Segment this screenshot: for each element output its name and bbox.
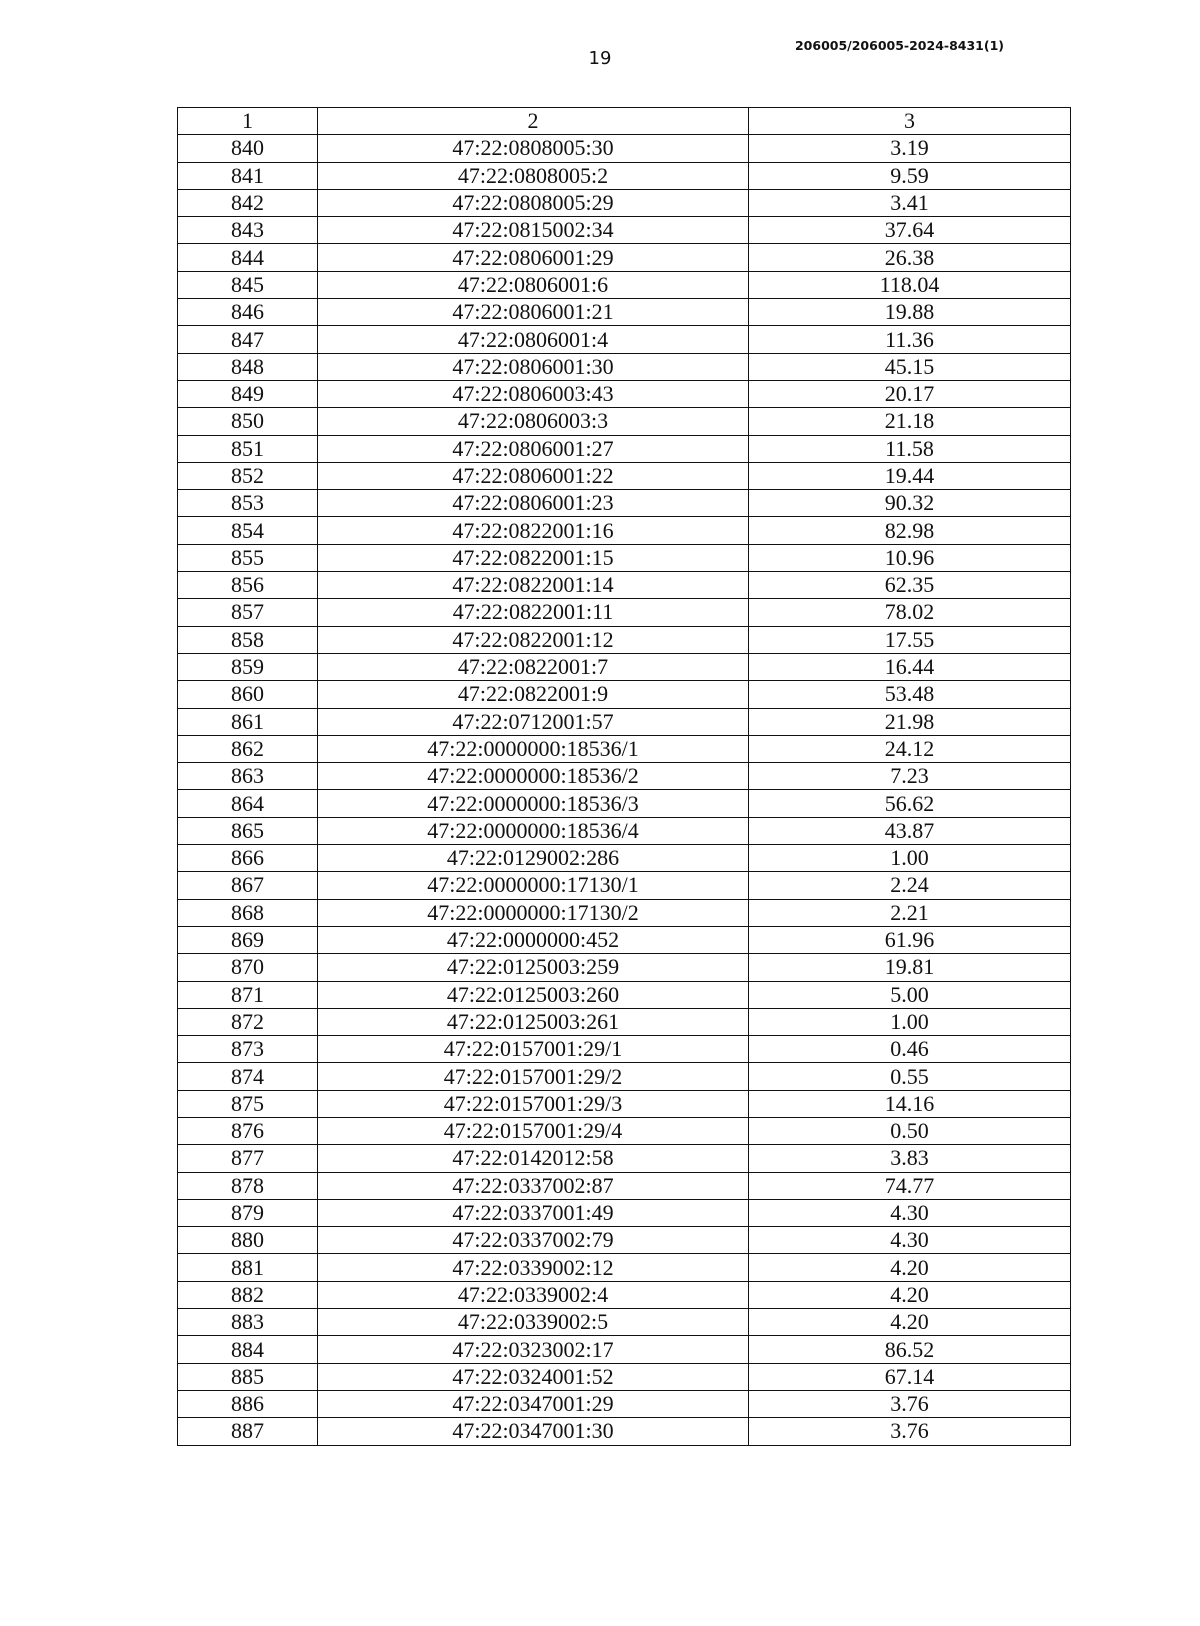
row-number-cell: 872	[178, 1008, 318, 1035]
cadastral-number-cell: 47:22:0339002:5	[318, 1309, 749, 1336]
table-row	[178, 653, 1071, 680]
cadastral-number-cell: 47:22:0808005:29	[318, 189, 749, 216]
row-number-cell: 884	[178, 1336, 318, 1363]
table-row	[178, 353, 1071, 380]
table-row	[178, 735, 1071, 762]
cadastral-number-cell: 47:22:0129002:286	[318, 845, 749, 872]
table-row	[178, 189, 1071, 216]
cadastral-number-cell: 47:22:0808005:30	[318, 135, 749, 162]
area-cell: 10.96	[749, 544, 1071, 571]
table-row	[178, 872, 1071, 899]
column-header-number: 1	[178, 108, 318, 135]
parcel-table	[177, 107, 1071, 1446]
area-cell: 24.12	[749, 735, 1071, 762]
table-row	[178, 845, 1071, 872]
cadastral-number-cell: 47:22:0157001:29/4	[318, 1117, 749, 1144]
area-cell: 3.19	[749, 135, 1071, 162]
row-number-cell: 862	[178, 735, 318, 762]
table-row	[178, 1036, 1071, 1063]
table-row	[178, 1390, 1071, 1417]
area-cell: 16.44	[749, 653, 1071, 680]
table-row	[178, 517, 1071, 544]
area-cell: 118.04	[749, 271, 1071, 298]
row-number-cell: 852	[178, 462, 318, 489]
row-number-cell: 853	[178, 490, 318, 517]
cadastral-number-cell: 47:22:0822001:14	[318, 572, 749, 599]
area-cell: 43.87	[749, 817, 1071, 844]
row-number-cell: 844	[178, 244, 318, 271]
table-row	[178, 1063, 1071, 1090]
area-cell: 1.00	[749, 845, 1071, 872]
area-cell: 11.36	[749, 326, 1071, 353]
cadastral-number-cell: 47:22:0157001:29/1	[318, 1036, 749, 1063]
row-number-cell: 871	[178, 981, 318, 1008]
area-cell: 53.48	[749, 681, 1071, 708]
area-cell: 45.15	[749, 353, 1071, 380]
cadastral-number-cell: 47:22:0000000:452	[318, 926, 749, 953]
cadastral-number-cell: 47:22:0712001:57	[318, 708, 749, 735]
row-number-cell: 875	[178, 1090, 318, 1117]
table-row	[178, 899, 1071, 926]
table-row	[178, 790, 1071, 817]
table-row	[178, 380, 1071, 407]
area-cell: 2.24	[749, 872, 1071, 899]
row-number-cell: 842	[178, 189, 318, 216]
row-number-cell: 870	[178, 954, 318, 981]
cadastral-number-cell: 47:22:0339002:12	[318, 1254, 749, 1281]
table-row	[178, 1172, 1071, 1199]
cadastral-number-cell: 47:22:0000000:18536/2	[318, 763, 749, 790]
cadastral-number-cell: 47:22:0337002:79	[318, 1227, 749, 1254]
cadastral-number-cell: 47:22:0806003:3	[318, 408, 749, 435]
table-row	[178, 544, 1071, 571]
table-row	[178, 1309, 1071, 1336]
table-row	[178, 681, 1071, 708]
cadastral-number-cell: 47:22:0125003:259	[318, 954, 749, 981]
area-cell: 86.52	[749, 1336, 1071, 1363]
table-row	[178, 1254, 1071, 1281]
table-row	[178, 217, 1071, 244]
area-cell: 11.58	[749, 435, 1071, 462]
table-row	[178, 708, 1071, 735]
row-number-cell: 878	[178, 1172, 318, 1199]
area-cell: 1.00	[749, 1008, 1071, 1035]
cadastral-number-cell: 47:22:0806001:6	[318, 271, 749, 298]
row-number-cell: 861	[178, 708, 318, 735]
row-number-cell: 856	[178, 572, 318, 599]
table-row	[178, 763, 1071, 790]
area-cell: 82.98	[749, 517, 1071, 544]
cadastral-number-cell: 47:22:0347001:29	[318, 1390, 749, 1417]
area-cell: 3.41	[749, 189, 1071, 216]
table-row	[178, 1008, 1071, 1035]
row-number-cell: 843	[178, 217, 318, 244]
area-cell: 7.23	[749, 763, 1071, 790]
area-cell: 0.55	[749, 1063, 1071, 1090]
table-row	[178, 1090, 1071, 1117]
area-cell: 2.21	[749, 899, 1071, 926]
cadastral-number-cell: 47:22:0808005:2	[318, 162, 749, 189]
table-row	[178, 299, 1071, 326]
area-cell: 56.62	[749, 790, 1071, 817]
area-cell: 74.77	[749, 1172, 1071, 1199]
row-number-cell: 880	[178, 1227, 318, 1254]
table-row	[178, 1117, 1071, 1144]
area-cell: 4.20	[749, 1309, 1071, 1336]
table-row	[178, 408, 1071, 435]
row-number-cell: 873	[178, 1036, 318, 1063]
row-number-cell: 854	[178, 517, 318, 544]
row-number-cell: 877	[178, 1145, 318, 1172]
area-cell: 5.00	[749, 981, 1071, 1008]
cadastral-number-cell: 47:22:0806001:4	[318, 326, 749, 353]
row-number-cell: 879	[178, 1199, 318, 1226]
row-number-cell: 886	[178, 1390, 318, 1417]
table-row	[178, 954, 1071, 981]
table-row	[178, 926, 1071, 953]
cadastral-number-cell: 47:22:0000000:18536/3	[318, 790, 749, 817]
row-number-cell: 840	[178, 135, 318, 162]
cadastral-number-cell: 47:22:0806001:22	[318, 462, 749, 489]
table-row	[178, 1336, 1071, 1363]
row-number-cell: 874	[178, 1063, 318, 1090]
table-row	[178, 1199, 1071, 1226]
table-row	[178, 462, 1071, 489]
area-cell: 3.83	[749, 1145, 1071, 1172]
row-number-cell: 868	[178, 899, 318, 926]
cadastral-number-cell: 47:22:0337001:49	[318, 1199, 749, 1226]
area-cell: 4.20	[749, 1254, 1071, 1281]
area-cell: 4.30	[749, 1227, 1071, 1254]
table-row	[178, 135, 1071, 162]
row-number-cell: 855	[178, 544, 318, 571]
cadastral-number-cell: 47:22:0323002:17	[318, 1336, 749, 1363]
area-cell: 19.81	[749, 954, 1071, 981]
cadastral-number-cell: 47:22:0000000:17130/2	[318, 899, 749, 926]
area-cell: 78.02	[749, 599, 1071, 626]
cadastral-number-cell: 47:22:0822001:9	[318, 681, 749, 708]
cadastral-number-cell: 47:22:0806001:27	[318, 435, 749, 462]
row-number-cell: 841	[178, 162, 318, 189]
row-number-cell: 882	[178, 1281, 318, 1308]
area-cell: 20.17	[749, 380, 1071, 407]
cadastral-number-cell: 47:22:0347001:30	[318, 1418, 749, 1445]
cadastral-number-cell: 47:22:0822001:7	[318, 653, 749, 680]
row-number-cell: 883	[178, 1309, 318, 1336]
area-cell: 90.32	[749, 490, 1071, 517]
cadastral-number-cell: 47:22:0157001:29/3	[318, 1090, 749, 1117]
table-body	[178, 135, 1071, 1445]
cadastral-number-cell: 47:22:0806001:30	[318, 353, 749, 380]
cadastral-number-cell: 47:22:0822001:15	[318, 544, 749, 571]
row-number-cell: 867	[178, 872, 318, 899]
area-cell: 17.55	[749, 626, 1071, 653]
cadastral-number-cell: 47:22:0125003:260	[318, 981, 749, 1008]
area-cell: 26.38	[749, 244, 1071, 271]
cadastral-number-cell: 47:22:0815002:34	[318, 217, 749, 244]
row-number-cell: 845	[178, 271, 318, 298]
row-number-cell: 847	[178, 326, 318, 353]
area-cell: 4.20	[749, 1281, 1071, 1308]
table-row	[178, 572, 1071, 599]
table-row	[178, 1418, 1071, 1445]
row-number-cell: 859	[178, 653, 318, 680]
row-number-cell: 860	[178, 681, 318, 708]
area-cell: 3.76	[749, 1390, 1071, 1417]
area-cell: 21.18	[749, 408, 1071, 435]
row-number-cell: 848	[178, 353, 318, 380]
cadastral-number-cell: 47:22:0324001:52	[318, 1363, 749, 1390]
table-header-row	[178, 108, 1071, 135]
table-row	[178, 599, 1071, 626]
area-cell: 19.44	[749, 462, 1071, 489]
table-row	[178, 626, 1071, 653]
table-row	[178, 1227, 1071, 1254]
area-cell: 4.30	[749, 1199, 1071, 1226]
table-row	[178, 435, 1071, 462]
cadastral-number-cell: 47:22:0125003:261	[318, 1008, 749, 1035]
cadastral-number-cell: 47:22:0822001:11	[318, 599, 749, 626]
cadastral-number-cell: 47:22:0806003:43	[318, 380, 749, 407]
cadastral-number-cell: 47:22:0000000:17130/1	[318, 872, 749, 899]
cadastral-number-cell: 47:22:0339002:4	[318, 1281, 749, 1308]
area-cell: 9.59	[749, 162, 1071, 189]
area-cell: 14.16	[749, 1090, 1071, 1117]
cadastral-number-cell: 47:22:0806001:21	[318, 299, 749, 326]
column-header-cadastral-number: 2	[318, 108, 749, 135]
row-number-cell: 876	[178, 1117, 318, 1144]
area-cell: 67.14	[749, 1363, 1071, 1390]
table-row	[178, 244, 1071, 271]
row-number-cell: 869	[178, 926, 318, 953]
row-number-cell: 857	[178, 599, 318, 626]
cadastral-number-cell: 47:22:0000000:18536/4	[318, 817, 749, 844]
area-cell: 61.96	[749, 926, 1071, 953]
table-row	[178, 1145, 1071, 1172]
cadastral-number-cell: 47:22:0337002:87	[318, 1172, 749, 1199]
table-row	[178, 490, 1071, 517]
column-header-area: 3	[749, 108, 1071, 135]
row-number-cell: 865	[178, 817, 318, 844]
area-cell: 0.50	[749, 1117, 1071, 1144]
cadastral-number-cell: 47:22:0822001:12	[318, 626, 749, 653]
row-number-cell: 885	[178, 1363, 318, 1390]
cadastral-number-cell: 47:22:0822001:16	[318, 517, 749, 544]
table-row	[178, 271, 1071, 298]
area-cell: 0.46	[749, 1036, 1071, 1063]
page-number: 19	[588, 48, 612, 69]
area-cell: 3.76	[749, 1418, 1071, 1445]
row-number-cell: 849	[178, 380, 318, 407]
row-number-cell: 866	[178, 845, 318, 872]
area-cell: 19.88	[749, 299, 1071, 326]
row-number-cell: 846	[178, 299, 318, 326]
cadastral-number-cell: 47:22:0000000:18536/1	[318, 735, 749, 762]
cadastral-number-cell: 47:22:0806001:23	[318, 490, 749, 517]
table-row	[178, 1281, 1071, 1308]
cadastral-number-cell: 47:22:0157001:29/2	[318, 1063, 749, 1090]
row-number-cell: 851	[178, 435, 318, 462]
area-cell: 37.64	[749, 217, 1071, 244]
table-row	[178, 162, 1071, 189]
table-row	[178, 817, 1071, 844]
row-number-cell: 864	[178, 790, 318, 817]
row-number-cell: 850	[178, 408, 318, 435]
table-row	[178, 981, 1071, 1008]
table-row	[178, 1363, 1071, 1390]
row-number-cell: 887	[178, 1418, 318, 1445]
cadastral-number-cell: 47:22:0806001:29	[318, 244, 749, 271]
document-id: 206005/206005-2024-8431(1)	[794, 38, 1004, 53]
table-row	[178, 326, 1071, 353]
row-number-cell: 863	[178, 763, 318, 790]
area-cell: 21.98	[749, 708, 1071, 735]
area-cell: 62.35	[749, 572, 1071, 599]
row-number-cell: 858	[178, 626, 318, 653]
cadastral-number-cell: 47:22:0142012:58	[318, 1145, 749, 1172]
row-number-cell: 881	[178, 1254, 318, 1281]
